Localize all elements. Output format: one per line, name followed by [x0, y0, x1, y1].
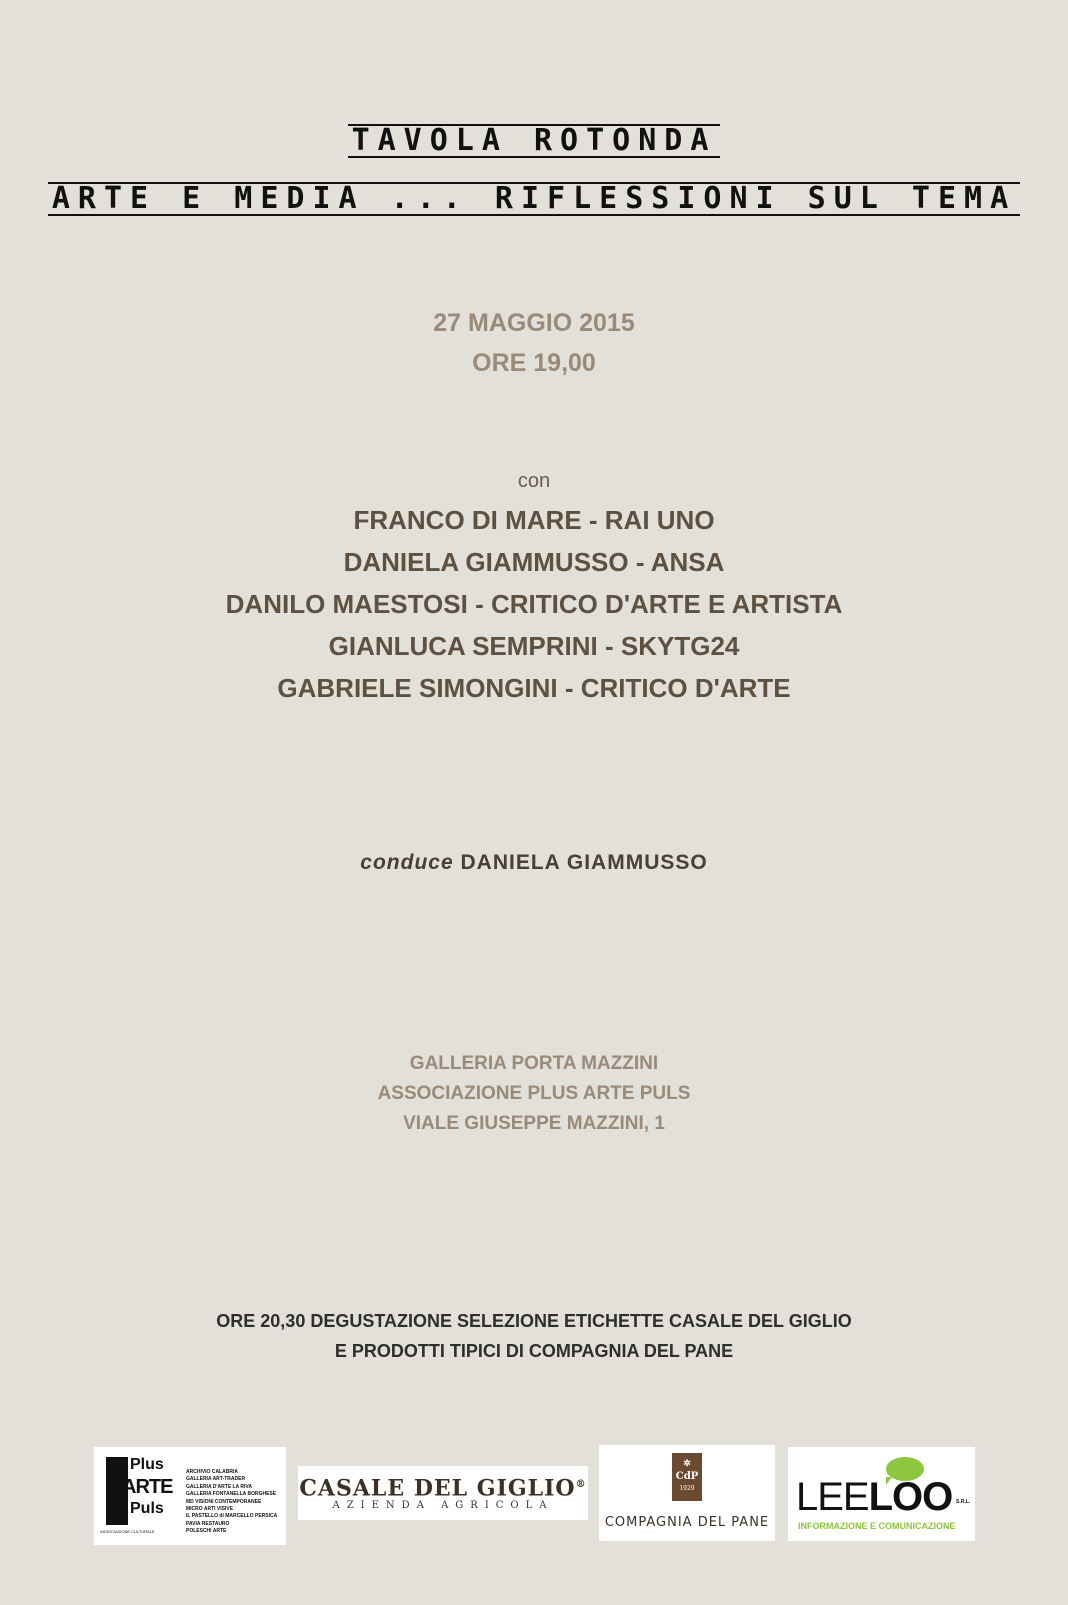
casale-del-giglio-logo: CASALE DEL GIGLIO® AZIENDA AGRICOLA — [298, 1466, 588, 1520]
guest-item: FRANCO DI MARE - RAI UNO — [353, 505, 715, 535]
tasting-line-2: E PRODOTTI TIPICI DI COMPAGNIA DEL PANE — [334, 1341, 734, 1361]
tasting-line-1: ORE 20,30 DEGUSTAZIONE SELEZIONE ETICHETTE CASALE DEL GIGLIO — [216, 1311, 852, 1331]
title-line-1: TAVOLA ROTONDA — [0, 123, 1068, 158]
venue-line-2: ASSOCIAZIONE PLUS ARTE PULS — [377, 1083, 691, 1104]
guests-intro: con — [517, 470, 551, 492]
venue-line-1: GALLERIA PORTA MAZZINI — [409, 1053, 659, 1074]
plus-arte-puls-members: ARCHIVIO CALABRIA GALLERIA ART-TRADER GALLERIA D'ARTE LA RIVA GALLERIA FONTANELLA BORGHESE MD VISIONI CONTEMPORANEE MICRO ARTI VISIVE IL PASTELLO di MARCELLO PERSICA PAVIA RESTAURO POLESCHI ARTE — [186, 1469, 278, 1535]
event-time: ORE 19,00 — [472, 349, 596, 377]
leeloo-logo: LEELOO S.R.L. INFORMAZIONE E COMUNICAZIONE — [788, 1447, 975, 1541]
plus-arte-puls-logo — [94, 1447, 286, 1545]
guest-item: DANILO MAESTOSI - CRITICO D'ARTE E ARTISTA — [225, 589, 843, 619]
moderator-prefix: conduce — [360, 851, 454, 874]
guest-item: DANIELA GIAMMUSSO - ANSA — [343, 547, 725, 577]
title-line-2: ARTE E MEDIA ... RIFLESSIONI SUL TEMA — [0, 181, 1068, 216]
moderator-name: DANIELA GIAMMUSSO — [460, 851, 708, 874]
compagnia-del-pane-logo: ✲ CdP 1929 COMPAGNIA DEL PANE — [599, 1445, 775, 1541]
moderator — [0, 851, 1068, 875]
guest-item: GIANLUCA SEMPRINI - SKYTG24 — [328, 631, 740, 661]
event-date: 27 MAGGIO 2015 — [433, 309, 635, 337]
guest-item: GABRIELE SIMONGINI - CRITICO D'ARTE — [277, 673, 791, 703]
cdp-badge-icon: ✲ CdP 1929 — [672, 1453, 702, 1501]
venue-line-3: VIALE GIUSEPPE MAZZINI, 1 — [403, 1113, 665, 1134]
plus-arte-puls-mark: Plus ARTE Puls ASSOCIAZIONE CULTURALE — [100, 1456, 173, 1534]
